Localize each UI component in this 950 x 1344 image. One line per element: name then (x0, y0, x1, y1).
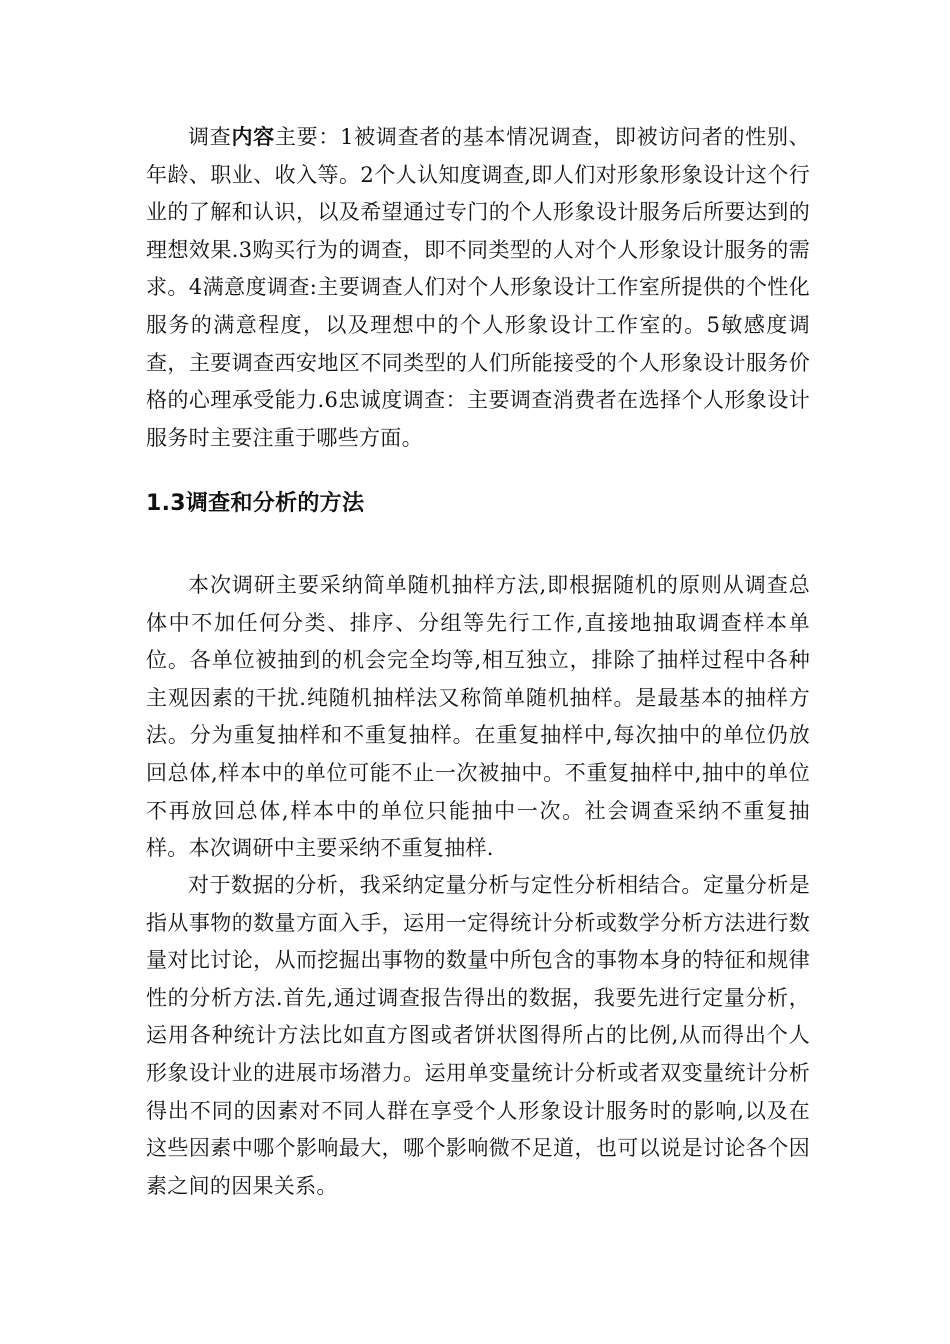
paragraph-lead-text: 调查 (188, 125, 232, 149)
paragraph-sampling-method: 本次调研主要采纳简单随机抽样方法,即根据随机的原则从调查总体中不加任何分类、排序、分组等先行工作,直接地抽取调查样本单位。各单位被抽到的机会完全均等,相互独立，排除了抽样过程中各种主观因素的干扰.纯随机抽样法又称简单随机抽样。是最基本的抽样方法。分为重复抽样和不重复抽样。在重复抽样中,每次抽中的单位仍放回总体,样本中的单位可能不止一次被抽中。不重复抽样中,抽中的单位不再放回总体,样本中的单位只能抽中一次。社会调查采纳不重复抽样。本次调研中主要采纳不重复抽样. (146, 573, 810, 861)
paragraph-body-text: 主要：1被调查者的基本情况调查，即被访问者的性别、年龄、职业、收入等。2个人认知度调查,即人们对形象形象设计这个行业的了解和认识，以及希望通过专门的个人形象设计服务后所要达到的理想效果.3购买行为的调查，即不同类型的人对个人形象设计服务的需求。4满意度调查:主要调查人们对个人形象设计工作室所提供的个性化服务的满意程度，以及理想中的个人形象设计工作室的。5敏感度调查，主要调查西安地区不同类型的人们所能接受的个人形象设计服务价格的心理承受能力.6忠诚度调查：主要调查消费者在选择个人形象设计服务时主要注重于哪些方面。 (146, 125, 810, 450)
bold-keyword: 内容 (231, 125, 275, 149)
section-heading: 1.3调查和分析的方法 (146, 491, 365, 516)
paragraph-data-analysis: 对于数据的分析，我采纳定量分析与定性分析相结合。定量分析是指从事物的数量方面入手，运用一定得统计分析或数学分析方法进行数量对比讨论，从而挖掘出事物的数量中所包含的事物本身的特征和规律性的分析方法.首先,通过调查报告得出的数据，我要先进行定量分析，运用各种统计方法比如直方图或者饼状图得所占的比例,从而得出个人形象设计业的进展市场潜力。运用单变量统计分析或者双变量统计分析得出不同的因素对不同人群在享受个人形象设计服务时的影响,以及在这些因素中哪个影响最大，哪个影响微不足道，也可以说是讨论各个因素之间的因果关系。 (146, 873, 810, 1198)
paragraph-survey-content (146, 119, 810, 457)
